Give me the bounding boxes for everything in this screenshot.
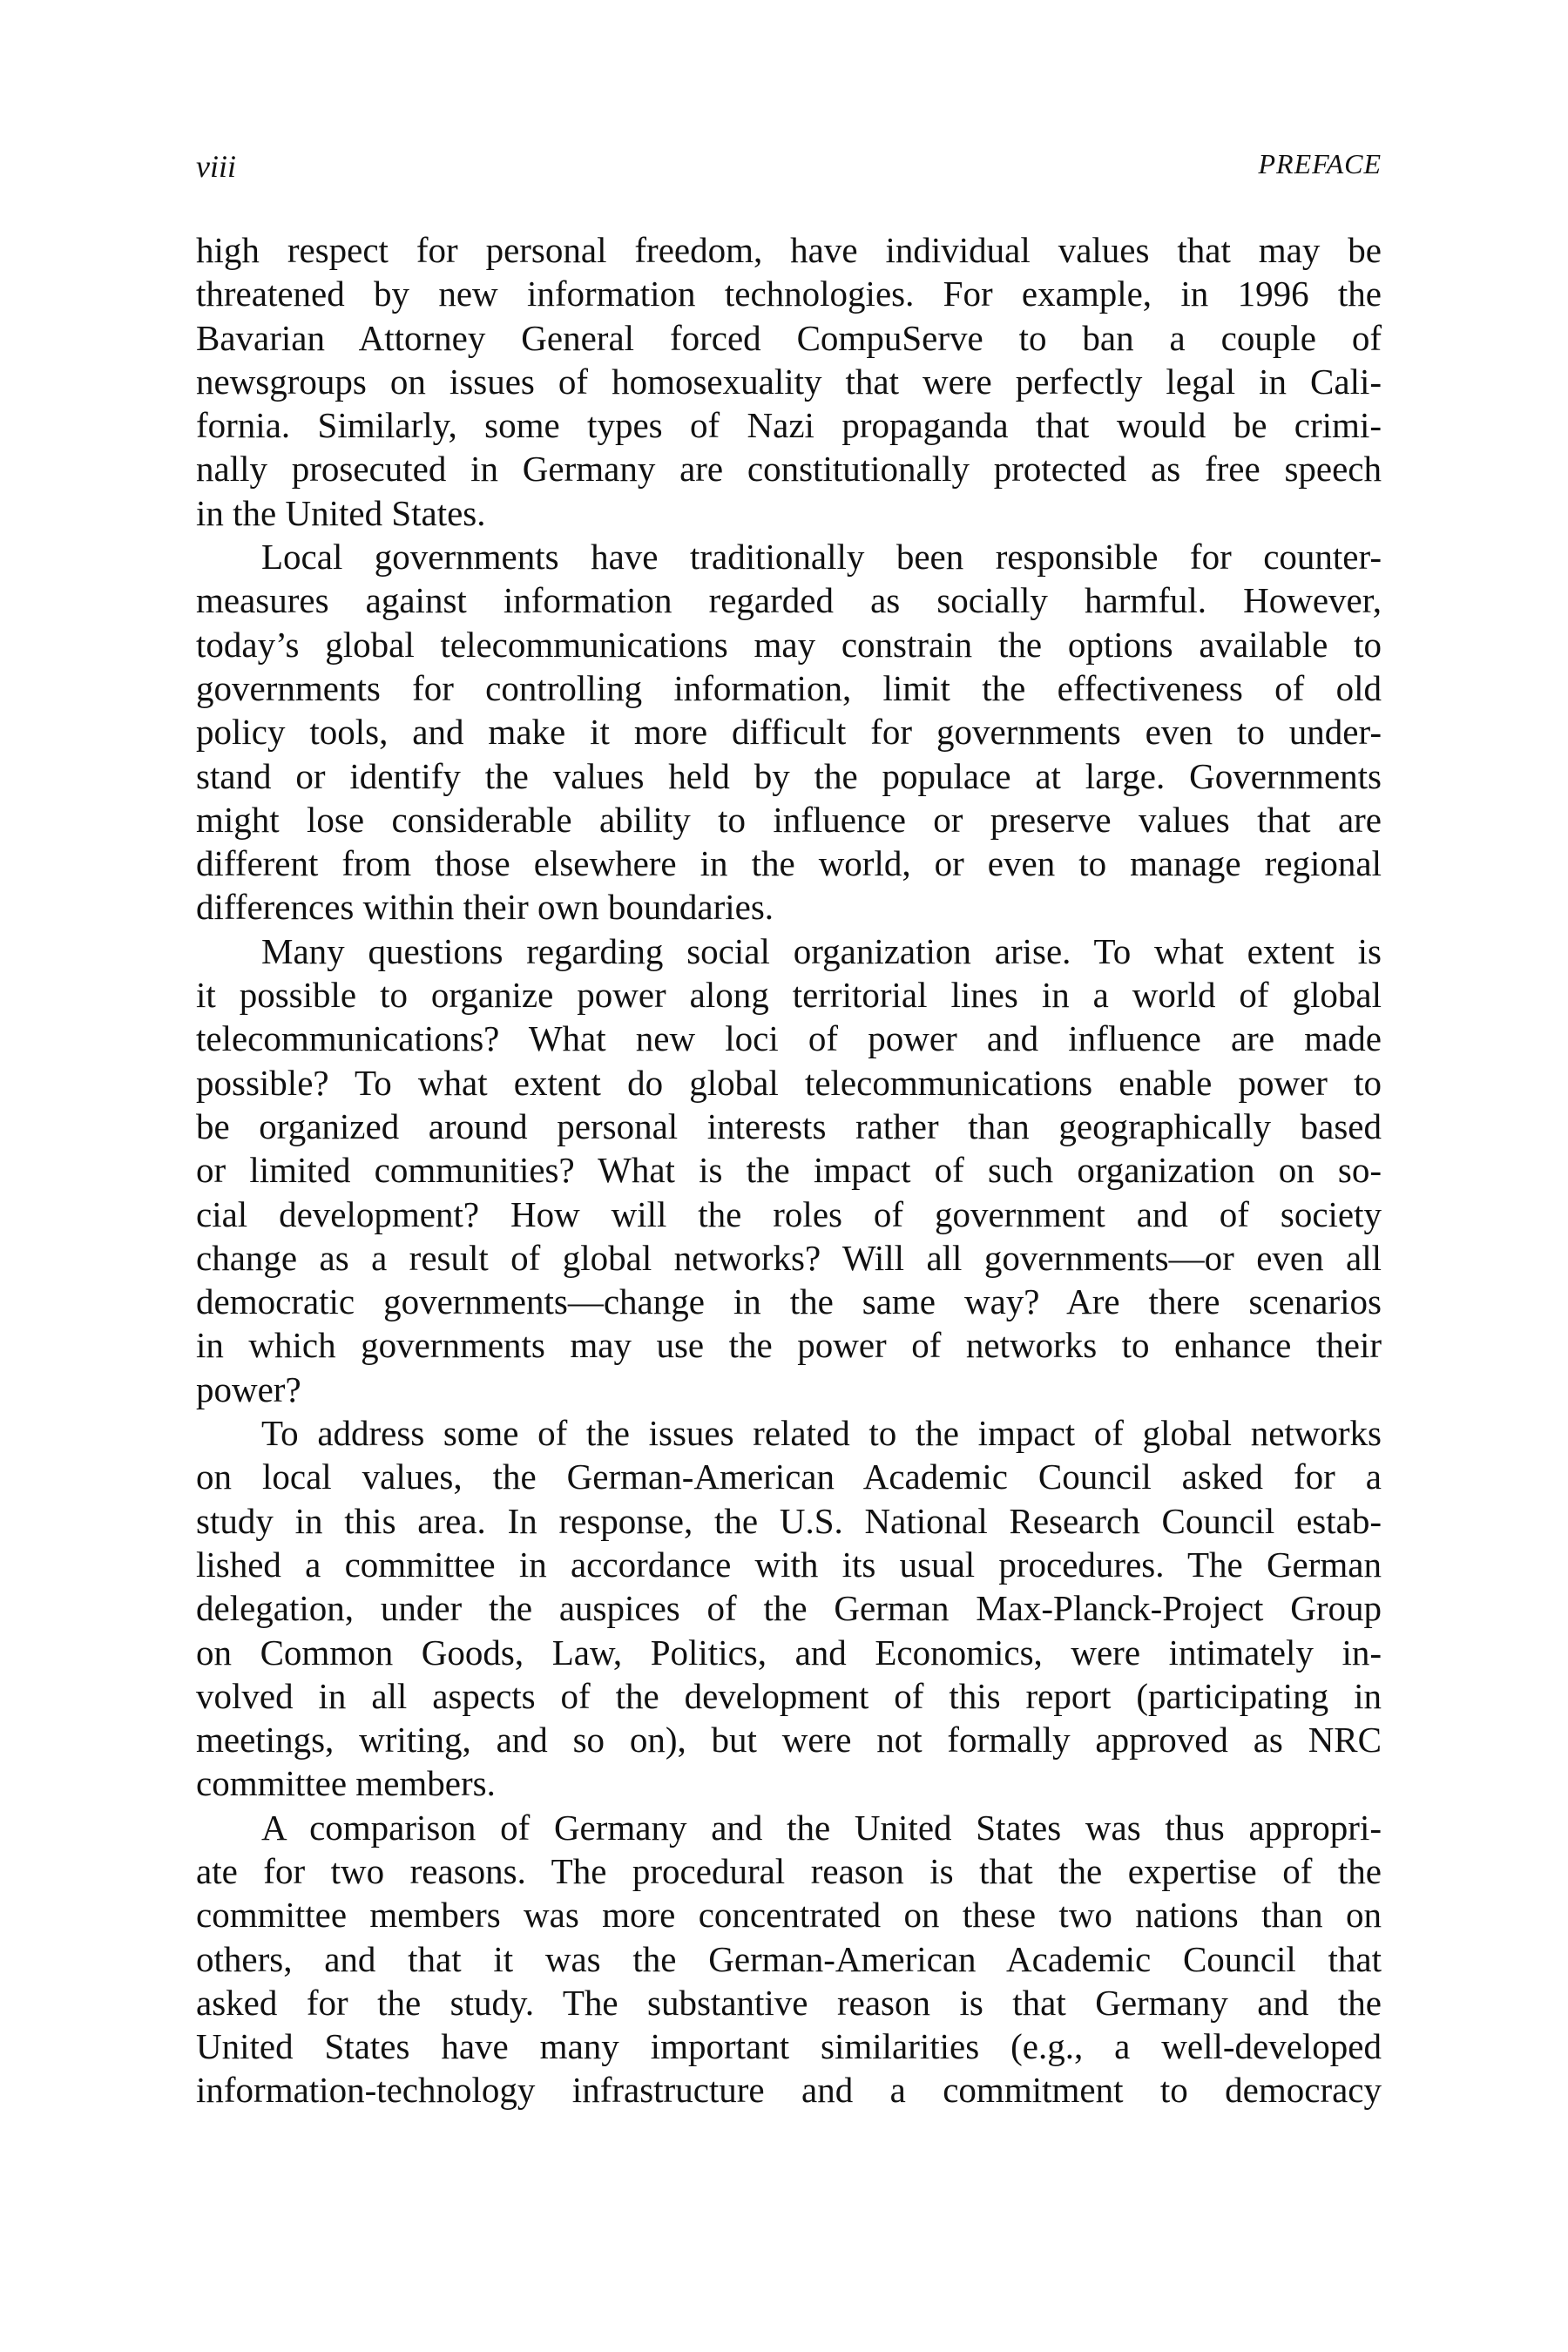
text-line: volved in all aspects of the development of this report (participating in	[196, 1675, 1382, 1716]
text-line: asked for the study. The substantive reason is that Germany and the	[196, 1982, 1382, 2023]
text-line: high respect for personal freedom, have individual values that may be	[196, 230, 1382, 270]
text-line: on Common Goods, Law, Politics, and Economics, were intimately in-	[196, 1632, 1382, 1673]
text-line: lished a committee in accordance with its usual procedures. The German	[196, 1544, 1382, 1585]
paragraph	[196, 929, 1382, 1411]
text-line: telecommunications? What new loci of power and influence are made	[196, 1018, 1382, 1059]
text-line: in the United States.	[196, 492, 486, 533]
text-line: Many questions regarding social organization arise. To what extent is	[261, 930, 1382, 971]
text-line: on local values, the German-American Academic Council asked for a	[196, 1456, 1382, 1497]
text-line: Local governments have traditionally been responsible for counter-	[261, 537, 1382, 578]
text-line: democratic governments—change in the same way? Are there scenarios	[196, 1281, 1382, 1322]
text-line: fornia. Similarly, some types of Nazi propaganda that would be crimi-	[196, 405, 1382, 446]
text-line: power?	[196, 1369, 301, 1409]
text-line: in which governments may use the power of networks to enhance their	[196, 1325, 1382, 1366]
text-line: newsgroups on issues of homosexuality that were perfectly legal in Cali-	[196, 361, 1382, 402]
text-line: differences within their own boundaries.	[196, 887, 774, 928]
text-line: today’s global telecommunications may constrain the options available to	[196, 624, 1382, 665]
text-line: others, and that it was the German-American Academic Council that	[196, 1938, 1382, 1979]
paragraph	[196, 535, 1382, 929]
running-title: PREFACE	[1258, 148, 1382, 179]
text-line: Bavarian Attorney General forced CompuServe to ban a couple of	[196, 317, 1382, 358]
text-line: committee members.	[196, 1763, 496, 1804]
text-line: change as a result of global networks? Will all governments—or even all	[196, 1237, 1382, 1278]
paragraph	[196, 1411, 1382, 1806]
text-line: cial development? How will the roles of government and of society	[196, 1193, 1382, 1234]
body-text	[196, 228, 1382, 2112]
paragraph	[196, 1806, 1382, 2112]
page-number: viii	[196, 149, 236, 184]
text-line: governments for controlling information, limit the effectiveness of old	[196, 667, 1382, 708]
text-line: information-technology infrastructure and a commitment to democracy	[196, 2070, 1382, 2111]
text-line: committee members was more concentrated on these two nations than on	[196, 1895, 1382, 1936]
text-line: meetings, writing, and so on), but were not formally approved as NRC	[196, 1720, 1382, 1761]
text-line: or limited communities? What is the impact of such organization on so-	[196, 1150, 1382, 1191]
text-line: delegation, under the auspices of the German Max-Planck-Project Group	[196, 1588, 1382, 1629]
text-line: A comparison of Germany and the United States was thus appropri-	[261, 1807, 1382, 1848]
text-line: might lose considerable ability to influence or preserve values that are	[196, 799, 1382, 840]
text-line: it possible to organize power along territorial lines in a world of global	[196, 975, 1382, 1016]
text-line: ate for two reasons. The procedural reason is that the expertise of the	[196, 1850, 1382, 1891]
text-line: different from those elsewhere in the world, or even to manage regional	[196, 843, 1382, 884]
text-line: policy tools, and make it more difficult for governments even to under-	[196, 712, 1382, 753]
text-line: be organized around personal interests rather than geographically based	[196, 1105, 1382, 1146]
text-line: stand or identify the values held by the populace at large. Governments	[196, 755, 1382, 796]
text-line: measures against information regarded as socially harmful. However,	[196, 580, 1382, 621]
text-line: To address some of the issues related to the impact of global networks	[261, 1413, 1382, 1454]
text-line: study in this area. In response, the U.S. National Research Council estab-	[196, 1500, 1382, 1541]
text-line: United States have many important similarities (e.g., a well-developed	[196, 2026, 1382, 2067]
text-line: possible? To what extent do global telecommunications enable power to	[196, 1062, 1382, 1103]
text-line: nally prosecuted in Germany are constitutionally protected as free speech	[196, 449, 1382, 490]
paragraph	[196, 228, 1382, 535]
text-line: threatened by new information technologies. For example, in 1996 the	[196, 274, 1382, 314]
